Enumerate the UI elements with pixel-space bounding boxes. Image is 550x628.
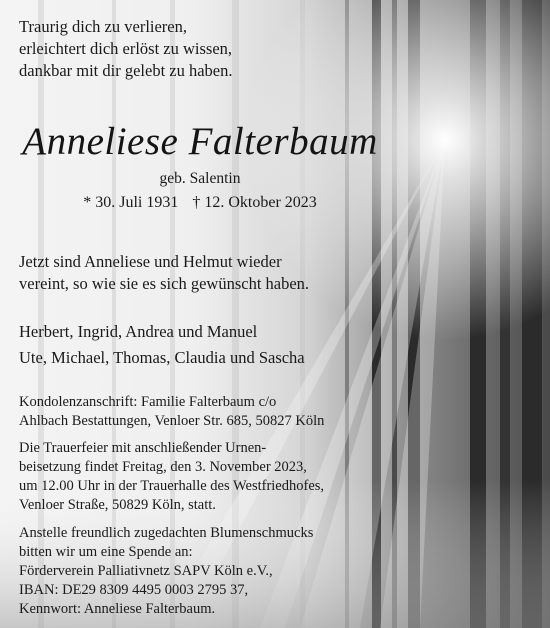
condolence-line: Kondolenzanschrift: Familie Falterbaum c/o <box>19 394 277 410</box>
donation-line: Anstelle freundlich zugedachten Blumenschmucks <box>19 525 314 541</box>
donation-line: Förderverein Palliativnetz SAPV Köln e.V., <box>19 563 273 579</box>
funeral-line: Die Trauerfeier mit anschließender Urnen- <box>19 440 267 456</box>
birth-date: * 30. Juli 1931 <box>83 194 179 211</box>
donation-info <box>19 524 313 619</box>
mourners-line: Ute, Michael, Thomas, Claudia und Sascha <box>19 348 305 367</box>
funeral-line: Venloer Straße, 50829 Köln, statt. <box>19 497 216 513</box>
funeral-info <box>19 439 324 515</box>
death-date: † 12. Oktober 2023 <box>192 194 317 211</box>
motto-line: Traurig dich zu verlieren, <box>19 17 188 36</box>
reunion-text <box>19 251 309 295</box>
maiden-name: geb. Salentin <box>159 170 241 187</box>
condolence-line: Ahlbach Bestattungen, Venloer Str. 685, 50827 Köln <box>19 413 325 429</box>
motto-line: dankbar mit dir gelebt zu haben. <box>19 61 233 80</box>
donation-line: Kennwort: Anneliese Falterbaum. <box>19 601 216 617</box>
reunion-line: vereint, so wie sie es sich gewünscht haben. <box>19 274 310 293</box>
donation-line: IBAN: DE29 8309 4495 0003 2795 37, <box>19 582 249 598</box>
life-dates <box>0 194 400 212</box>
motto-line: erleichtert dich erlöst zu wissen, <box>19 39 233 58</box>
funeral-line: um 12.00 Uhr in der Trauerhalle des Westfriedhofes, <box>19 478 325 494</box>
deceased-name: Anneliese Falterbaum <box>22 120 378 163</box>
mourners-line: Herbert, Ingrid, Andrea und Manuel <box>19 322 258 341</box>
condolence-address <box>19 393 324 431</box>
funeral-line: beisetzung findet Freitag, den 3. November 2023, <box>19 459 307 475</box>
donation-line: bitten wir um eine Spende an: <box>19 544 193 560</box>
mourners-list <box>19 319 305 371</box>
motto-verse <box>19 16 233 82</box>
reunion-line: Jetzt sind Anneliese und Helmut wieder <box>19 252 282 271</box>
